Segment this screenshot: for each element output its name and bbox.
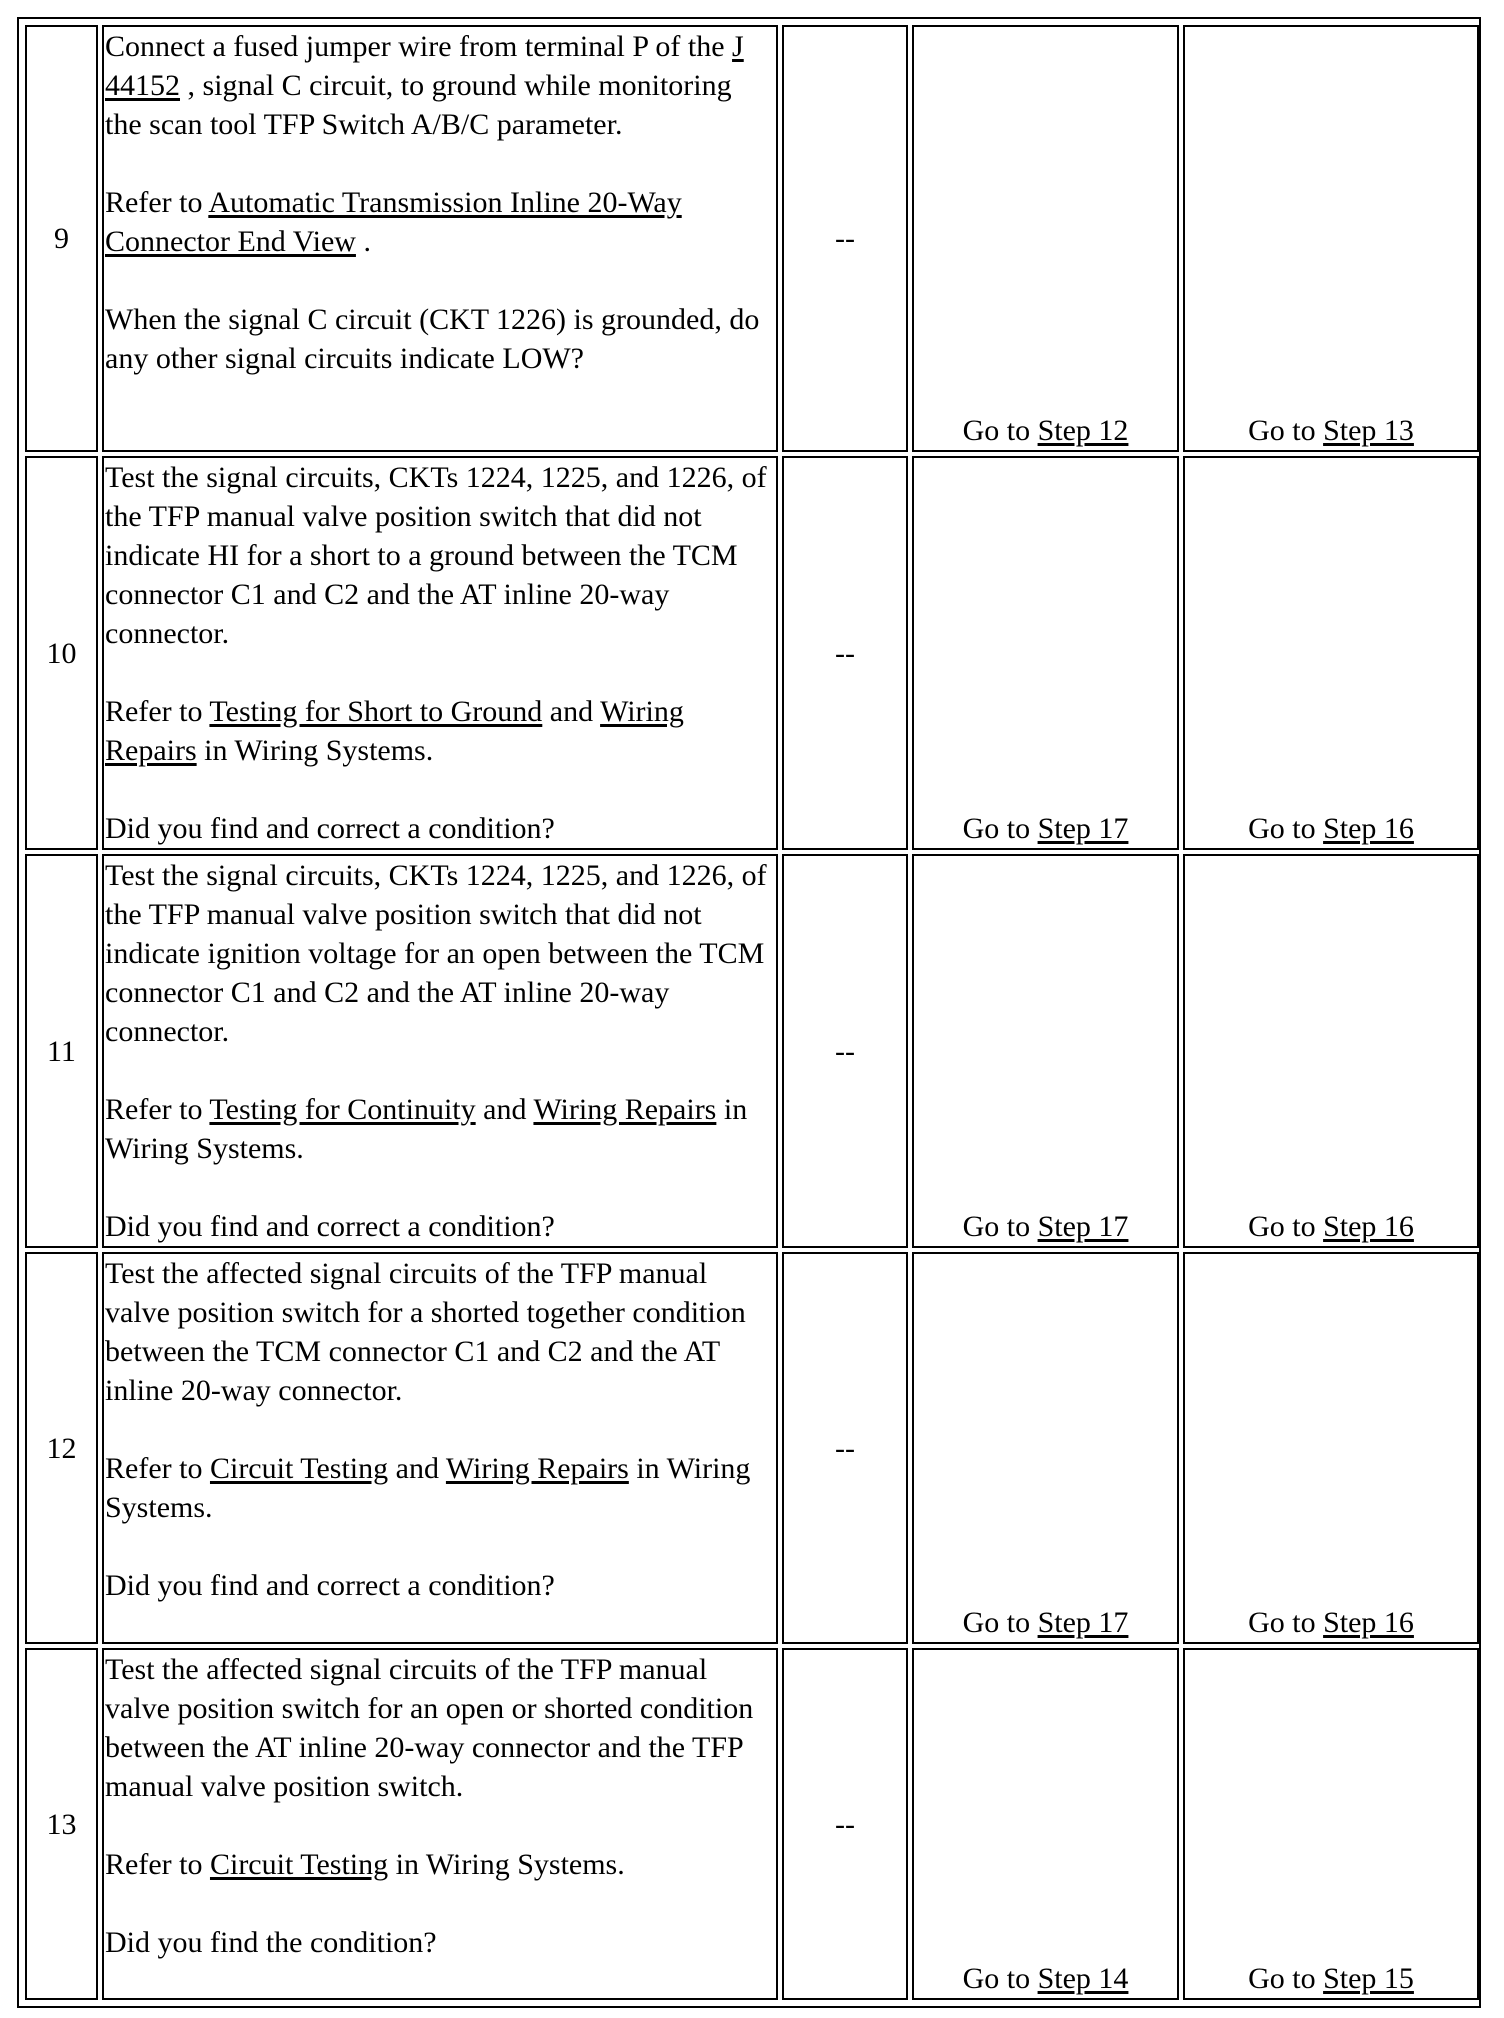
action-text: and — [388, 1452, 446, 1485]
action-text: in Wiring Systems. — [388, 1848, 625, 1881]
action-text: When the signal C circuit (CKT 1226) is grounded, do any other signal circuits indicate LOW? — [105, 303, 760, 375]
action-text: in Wiring Systems. — [196, 734, 434, 767]
reference-link[interactable]: Circuit Testing — [209, 1848, 389, 1881]
action-text: and — [475, 1093, 534, 1126]
reference-link[interactable]: Wiring Repairs — [105, 695, 684, 767]
action-cell — [102, 456, 778, 850]
no-cell — [1183, 1648, 1479, 2000]
yes-prefix: Go to — [962, 1962, 1038, 1995]
action-paragraph — [105, 809, 775, 848]
action-text: Test the signal circuits, CKTs 1224, 1225, and 1226, of the TFP manual valve position switch that did not indicate ignition voltage for an open between the TCM connector C1 and C2 and the AT inline 20-way connector. — [105, 859, 767, 1048]
table-row — [25, 1252, 1479, 1644]
no-prefix: Go to — [1248, 812, 1324, 845]
action-text: Refer to — [105, 186, 209, 219]
step-number: 11 — [25, 854, 98, 1248]
diagnostic-steps-table — [21, 21, 1483, 2004]
no-cell — [1183, 1252, 1479, 1644]
action-text: Did you find and correct a condition? — [105, 812, 555, 845]
value-cell: -- — [782, 1252, 908, 1644]
value-cell: -- — [782, 25, 908, 452]
action-paragraph — [105, 692, 775, 770]
yes-step-link[interactable]: Step 17 — [1037, 812, 1129, 845]
table-row — [25, 1648, 1479, 2000]
yes-cell — [912, 1252, 1179, 1644]
action-paragraph — [105, 1449, 775, 1527]
reference-link[interactable]: Testing for Continuity — [209, 1093, 476, 1126]
yes-cell — [912, 25, 1179, 452]
table-row — [25, 25, 1479, 452]
yes-prefix: Go to — [962, 812, 1038, 845]
action-text: Did you find the condition? — [105, 1926, 437, 1959]
action-text: in Wiring Systems. — [105, 1093, 748, 1165]
action-paragraph — [105, 1207, 775, 1246]
no-prefix: Go to — [1248, 1606, 1324, 1639]
action-text: Refer to — [105, 695, 210, 728]
reference-link[interactable]: Testing for Short to Ground — [209, 695, 543, 728]
action-paragraph — [105, 300, 775, 378]
action-text: Refer to — [105, 1093, 210, 1126]
yes-step-link[interactable]: Step 14 — [1037, 1962, 1129, 1995]
no-cell — [1183, 854, 1479, 1248]
no-step-link[interactable]: Step 15 — [1323, 1962, 1414, 1995]
yes-prefix: Go to — [962, 1606, 1038, 1639]
yes-cell — [912, 456, 1179, 850]
yes-step-link[interactable]: Step 12 — [1037, 414, 1129, 447]
value-cell: -- — [782, 456, 908, 850]
no-cell — [1183, 456, 1479, 850]
table-row — [25, 456, 1479, 850]
action-text: . — [355, 225, 371, 258]
yes-cell — [912, 1648, 1179, 2000]
value-cell: -- — [782, 1648, 908, 2000]
action-paragraph — [105, 1566, 775, 1605]
yes-step-link[interactable]: Step 17 — [1037, 1606, 1129, 1639]
action-text: , signal C circuit, to ground while monitoring the scan tool TFP Switch A/B/C parameter. — [105, 69, 732, 141]
action-text: Refer to — [105, 1452, 210, 1485]
step-number: 13 — [25, 1648, 98, 2000]
action-paragraph — [105, 1090, 775, 1168]
yes-prefix: Go to — [962, 1210, 1038, 1243]
no-step-link[interactable]: Step 16 — [1323, 1210, 1414, 1243]
action-text: in Wiring Systems. — [105, 1452, 751, 1524]
reference-link[interactable]: J 44152 — [105, 30, 744, 102]
action-text: Did you find and correct a condition? — [105, 1569, 555, 1602]
action-text: Test the signal circuits, CKTs 1224, 1225, and 1226, of the TFP manual valve position switch that did not indicate HI for a short to a ground between the TCM connector C1 and C2 and the AT inline 20-way connector. — [105, 461, 767, 650]
action-paragraph — [105, 1845, 775, 1884]
action-paragraph — [105, 1923, 775, 1962]
action-text: Test the affected signal circuits of the TFP manual valve position switch for a shorted together condition between the TCM connector C1 and C2 and the AT inline 20-way connector. — [105, 1257, 746, 1407]
value-cell: -- — [782, 854, 908, 1248]
yes-step-link[interactable]: Step 17 — [1037, 1210, 1129, 1243]
action-paragraph — [105, 856, 775, 1051]
reference-link[interactable]: Circuit Testing — [209, 1452, 389, 1485]
reference-link[interactable]: Wiring Repairs — [445, 1452, 629, 1485]
no-step-link[interactable]: Step 13 — [1323, 414, 1414, 447]
no-prefix: Go to — [1248, 1210, 1324, 1243]
action-paragraph — [105, 1650, 775, 1806]
no-step-link[interactable]: Step 16 — [1323, 1606, 1414, 1639]
reference-link[interactable]: Automatic Transmission Inline 20-Way Connector End View — [105, 186, 682, 258]
action-text: Refer to — [105, 1848, 210, 1881]
action-paragraph — [105, 27, 775, 144]
action-text: Did you find and correct a condition? — [105, 1210, 555, 1243]
action-cell — [102, 25, 778, 452]
step-number: 10 — [25, 456, 98, 850]
yes-prefix: Go to — [962, 414, 1038, 447]
reference-link[interactable]: Wiring Repairs — [533, 1093, 717, 1126]
step-number: 9 — [25, 25, 98, 452]
no-prefix: Go to — [1248, 1962, 1324, 1995]
step-number: 12 — [25, 1252, 98, 1644]
yes-cell — [912, 854, 1179, 1248]
table-row — [25, 854, 1479, 1248]
action-paragraph — [105, 183, 775, 261]
action-text: and — [542, 695, 601, 728]
action-cell — [102, 854, 778, 1248]
no-prefix: Go to — [1248, 414, 1324, 447]
action-text: Test the affected signal circuits of the TFP manual valve position switch for an open or shorted condition between the AT inline 20-way connector and the TFP manual valve position switch. — [105, 1653, 754, 1803]
diagnostic-table-frame — [17, 17, 1481, 2008]
no-step-link[interactable]: Step 16 — [1323, 812, 1414, 845]
no-cell — [1183, 25, 1479, 452]
action-cell — [102, 1648, 778, 2000]
action-text: Connect a fused jumper wire from terminal P of the — [105, 30, 733, 63]
action-paragraph — [105, 458, 775, 653]
action-paragraph — [105, 1254, 775, 1410]
action-cell — [102, 1252, 778, 1644]
